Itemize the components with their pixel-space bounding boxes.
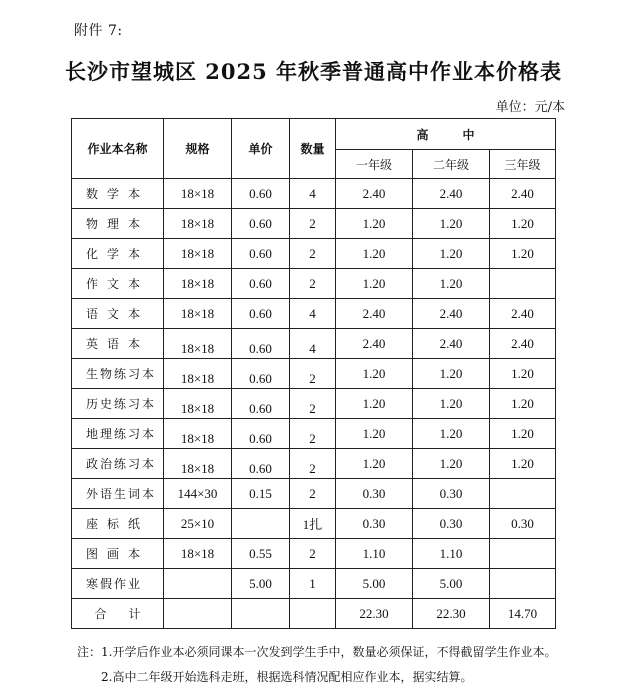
note-1: 注：1.开学后作业本必须同课本一次发到学生手中，数量必须保证，不得截留学生作业本。 xyxy=(77,645,557,659)
item-name: 语文本 xyxy=(72,299,164,329)
item-grade1-amount xyxy=(336,569,413,599)
item-quantity-value: 2 xyxy=(309,430,316,446)
item-quantity xyxy=(290,479,336,509)
item-grade2-amount-value: 1.20 xyxy=(439,215,463,231)
item-grade2-amount-value: 5.00 xyxy=(439,575,463,591)
item-grade3-amount xyxy=(490,449,556,479)
item-grade2-amount-value: 1.20 xyxy=(439,275,463,291)
item-grade1-amount xyxy=(336,419,413,449)
table-row xyxy=(72,269,556,299)
item-spec-value: 18×18 xyxy=(180,340,215,356)
item-unit-price-value: 0.60 xyxy=(249,275,272,291)
item-grade2-amount-value: 0.30 xyxy=(439,485,463,501)
unit-label: 单位：元/本 xyxy=(495,100,565,115)
item-grade3-amount xyxy=(490,269,556,299)
item-grade3-amount xyxy=(490,419,556,449)
item-name: 政治练习本 xyxy=(72,449,164,479)
item-grade1-amount-value: 1.20 xyxy=(362,275,386,291)
item-spec-value: 18×18 xyxy=(180,305,215,321)
item-quantity xyxy=(290,239,336,269)
price-table xyxy=(71,118,556,629)
item-quantity-value: 1扎 xyxy=(302,517,323,532)
item-spec xyxy=(164,329,232,359)
table-row xyxy=(72,449,556,479)
item-grade2-amount-value: 1.10 xyxy=(439,545,463,561)
item-quantity-value: 4 xyxy=(309,305,316,321)
item-unit-price xyxy=(232,479,290,509)
item-spec-value: 18×18 xyxy=(180,185,215,201)
item-grade2-amount xyxy=(413,569,490,599)
table-row xyxy=(72,209,556,239)
item-grade2-amount xyxy=(413,539,490,569)
item-grade1-amount-value: 1.20 xyxy=(362,215,386,231)
item-grade1-amount xyxy=(336,449,413,479)
total-spec xyxy=(164,599,232,629)
item-unit-price xyxy=(232,269,290,299)
header-group xyxy=(336,119,556,150)
item-grade2-amount-value: 2.40 xyxy=(439,305,463,321)
header-group-label: 高中 xyxy=(416,127,509,142)
total-row xyxy=(72,599,556,629)
item-quantity-value: 4 xyxy=(309,340,316,356)
table-row xyxy=(72,569,556,599)
table-row xyxy=(72,299,556,329)
item-grade1-amount xyxy=(336,209,413,239)
item-spec-value: 18×18 xyxy=(180,275,215,291)
item-grade1-amount-value: 1.20 xyxy=(362,245,386,261)
item-grade2-amount xyxy=(413,209,490,239)
item-spec xyxy=(164,479,232,509)
note-2: 2.高中二年级开始选科走班，根据选科情况配相应作业本，据实结算。 xyxy=(101,670,473,684)
table-row xyxy=(72,479,556,509)
item-grade3-amount-value: 2.40 xyxy=(511,335,534,351)
total-label-value: 合计 xyxy=(94,607,163,621)
item-quantity-value: 4 xyxy=(309,185,316,201)
item-spec xyxy=(164,209,232,239)
table-row xyxy=(72,419,556,449)
item-grade3-amount xyxy=(490,239,556,269)
item-spec-value: 25×10 xyxy=(180,515,215,531)
item-name: 历史练习本 xyxy=(72,389,164,419)
item-quantity xyxy=(290,179,336,209)
item-grade1-amount xyxy=(336,179,413,209)
item-unit-price xyxy=(232,359,290,389)
item-unit-price-value: 0.60 xyxy=(249,215,272,231)
total-quantity xyxy=(290,599,336,629)
item-grade1-amount-value: 1.20 xyxy=(362,365,386,381)
item-spec xyxy=(164,509,232,539)
item-grade2-amount xyxy=(413,269,490,299)
item-spec xyxy=(164,179,232,209)
item-spec-value: 18×18 xyxy=(180,400,215,416)
item-quantity xyxy=(290,209,336,239)
item-grade3-amount xyxy=(490,569,556,599)
item-spec-value: 18×18 xyxy=(180,460,215,476)
item-quantity xyxy=(290,359,336,389)
item-grade2-amount xyxy=(413,509,490,539)
item-quantity xyxy=(290,299,336,329)
item-grade1-amount xyxy=(336,239,413,269)
item-spec xyxy=(164,419,232,449)
item-unit-price xyxy=(232,239,290,269)
item-unit-price-value: 0.60 xyxy=(249,245,272,261)
item-spec xyxy=(164,299,232,329)
item-grade1-amount-value: 1.10 xyxy=(362,545,386,561)
item-grade1-amount xyxy=(336,479,413,509)
item-grade1-amount-value: 1.20 xyxy=(362,395,386,411)
item-unit-price xyxy=(232,179,290,209)
total-grade1-amount xyxy=(336,599,413,629)
header-quantity: 数量 xyxy=(290,119,336,179)
item-grade1-amount-value: 2.40 xyxy=(362,305,386,321)
item-grade1-amount xyxy=(336,359,413,389)
item-unit-price xyxy=(232,449,290,479)
item-name: 地理练习本 xyxy=(72,419,164,449)
item-quantity xyxy=(290,449,336,479)
item-grade2-amount-value: 1.20 xyxy=(439,425,463,441)
item-unit-price xyxy=(232,419,290,449)
item-grade3-amount-value: 0.30 xyxy=(511,515,534,531)
item-unit-price-value: 0.60 xyxy=(249,340,272,356)
item-unit-price xyxy=(232,509,290,539)
item-grade3-amount-value: 2.40 xyxy=(511,305,534,321)
item-name: 英语本 xyxy=(72,329,164,359)
item-unit-price-value: 0.55 xyxy=(249,545,272,561)
item-quantity-value: 2 xyxy=(309,400,316,416)
item-unit-price-value: 0.60 xyxy=(249,370,272,386)
item-grade2-amount xyxy=(413,299,490,329)
table-row xyxy=(72,539,556,569)
item-name: 图画本 xyxy=(72,539,164,569)
item-spec-value: 18×18 xyxy=(180,430,215,446)
item-spec xyxy=(164,449,232,479)
header-row-1 xyxy=(72,119,556,150)
item-spec-value: 18×18 xyxy=(180,370,215,386)
item-grade1-amount xyxy=(336,299,413,329)
item-quantity-value: 2 xyxy=(309,460,316,476)
item-grade1-amount xyxy=(336,329,413,359)
item-name: 外语生词本 xyxy=(72,479,164,509)
item-grade2-amount xyxy=(413,479,490,509)
item-grade2-amount xyxy=(413,389,490,419)
item-grade2-amount xyxy=(413,419,490,449)
total-unit-price xyxy=(232,599,290,629)
item-grade1-amount-value: 2.40 xyxy=(362,335,386,351)
item-grade1-amount xyxy=(336,269,413,299)
item-quantity xyxy=(290,569,336,599)
table-row xyxy=(72,239,556,269)
item-quantity-value: 2 xyxy=(309,370,316,386)
item-name: 生物练习本 xyxy=(72,359,164,389)
item-grade3-amount xyxy=(490,209,556,239)
item-spec xyxy=(164,239,232,269)
item-unit-price xyxy=(232,389,290,419)
item-grade3-amount-value: 1.20 xyxy=(511,215,534,231)
header-grade1: 一年级 xyxy=(336,150,413,179)
item-quantity-value: 2 xyxy=(309,545,316,561)
item-quantity-value: 2 xyxy=(309,275,316,291)
item-quantity-value: 2 xyxy=(309,215,316,231)
header-unit-price: 单价 xyxy=(232,119,290,179)
item-grade3-amount xyxy=(490,539,556,569)
table-row xyxy=(72,329,556,359)
item-name: 物理本 xyxy=(72,209,164,239)
item-grade2-amount-value: 1.20 xyxy=(439,365,463,381)
item-name: 座标纸 xyxy=(72,509,164,539)
item-quantity xyxy=(290,509,336,539)
item-unit-price-value: 0.60 xyxy=(249,185,272,201)
item-grade2-amount-value: 2.40 xyxy=(439,335,463,351)
item-spec xyxy=(164,359,232,389)
item-quantity xyxy=(290,269,336,299)
item-grade2-amount-value: 1.20 xyxy=(439,395,463,411)
header-grade2: 二年级 xyxy=(413,150,490,179)
item-spec-value: 18×18 xyxy=(180,545,215,561)
item-quantity-value: 2 xyxy=(309,245,316,261)
item-spec xyxy=(164,389,232,419)
item-grade3-amount-value: 1.20 xyxy=(511,245,534,261)
item-unit-price xyxy=(232,209,290,239)
item-unit-price-value: 5.00 xyxy=(249,575,272,591)
item-grade1-amount xyxy=(336,539,413,569)
item-quantity xyxy=(290,539,336,569)
item-grade2-amount xyxy=(413,329,490,359)
item-grade2-amount xyxy=(413,359,490,389)
item-name: 寒假作业 xyxy=(72,569,164,599)
item-quantity xyxy=(290,329,336,359)
item-grade1-amount-value: 2.40 xyxy=(362,185,386,201)
item-grade2-amount-value: 0.30 xyxy=(439,515,463,531)
item-unit-price-value: 0.60 xyxy=(249,460,272,476)
item-grade1-amount-value: 5.00 xyxy=(362,575,386,591)
page-title: 长沙市望城区 2025 年秋季普通高中作业本价格表 xyxy=(64,59,563,84)
item-quantity-value: 1 xyxy=(309,575,316,591)
item-grade1-amount-value: 0.30 xyxy=(362,515,386,531)
item-grade2-amount xyxy=(413,179,490,209)
item-grade2-amount-value: 1.20 xyxy=(439,455,463,471)
item-unit-price-value: 0.60 xyxy=(249,305,272,321)
item-grade1-amount-value: 1.20 xyxy=(362,455,386,471)
item-spec xyxy=(164,569,232,599)
header-grade3: 三年级 xyxy=(490,150,556,179)
table-row xyxy=(72,359,556,389)
item-unit-price xyxy=(232,299,290,329)
item-spec-value: 18×18 xyxy=(180,245,215,261)
item-quantity xyxy=(290,419,336,449)
header-spec: 规格 xyxy=(164,119,232,179)
item-grade1-amount xyxy=(336,389,413,419)
item-grade3-amount-value: 1.20 xyxy=(511,395,534,411)
item-grade2-amount xyxy=(413,239,490,269)
item-spec-value: 18×18 xyxy=(180,215,215,231)
item-name: 作文本 xyxy=(72,269,164,299)
item-grade1-amount xyxy=(336,509,413,539)
attachment-label: 附件 7: xyxy=(74,23,123,39)
item-grade3-amount xyxy=(490,299,556,329)
total-grade2-amount-value: 22.30 xyxy=(436,605,466,621)
item-name: 化学本 xyxy=(72,239,164,269)
item-unit-price-value: 0.60 xyxy=(249,430,272,446)
notes xyxy=(77,640,556,690)
item-grade3-amount xyxy=(490,179,556,209)
item-grade2-amount xyxy=(413,449,490,479)
item-unit-price-value: 0.60 xyxy=(249,400,272,416)
header-name: 作业本名称 xyxy=(72,119,164,179)
item-grade1-amount-value: 1.20 xyxy=(362,425,386,441)
item-unit-price xyxy=(232,329,290,359)
table-row xyxy=(72,389,556,419)
item-grade3-amount-value: 1.20 xyxy=(511,425,534,441)
item-grade2-amount-value: 2.40 xyxy=(439,185,463,201)
item-spec-value: 144×30 xyxy=(177,485,218,501)
item-quantity-value: 2 xyxy=(309,485,316,501)
item-unit-price xyxy=(232,569,290,599)
total-grade3-amount xyxy=(490,599,556,629)
item-grade3-amount xyxy=(490,359,556,389)
item-quantity xyxy=(290,389,336,419)
item-grade3-amount-value: 2.40 xyxy=(511,185,534,201)
item-spec xyxy=(164,269,232,299)
item-grade3-amount xyxy=(490,479,556,509)
total-grade1-amount-value: 22.30 xyxy=(359,605,389,621)
item-grade3-amount xyxy=(490,509,556,539)
item-grade3-amount xyxy=(490,389,556,419)
item-grade2-amount-value: 1.20 xyxy=(439,245,463,261)
item-grade1-amount-value: 0.30 xyxy=(362,485,386,501)
item-grade3-amount xyxy=(490,329,556,359)
total-grade2-amount xyxy=(413,599,490,629)
total-grade3-amount-value: 14.70 xyxy=(507,605,538,621)
item-unit-price-value: 0.15 xyxy=(249,485,272,501)
item-unit-price xyxy=(232,539,290,569)
table-row xyxy=(72,179,556,209)
item-grade3-amount-value: 1.20 xyxy=(511,455,534,471)
item-name: 数学本 xyxy=(72,179,164,209)
total-label xyxy=(72,599,164,629)
table-row xyxy=(72,509,556,539)
item-grade3-amount-value: 1.20 xyxy=(511,365,534,381)
item-spec xyxy=(164,539,232,569)
